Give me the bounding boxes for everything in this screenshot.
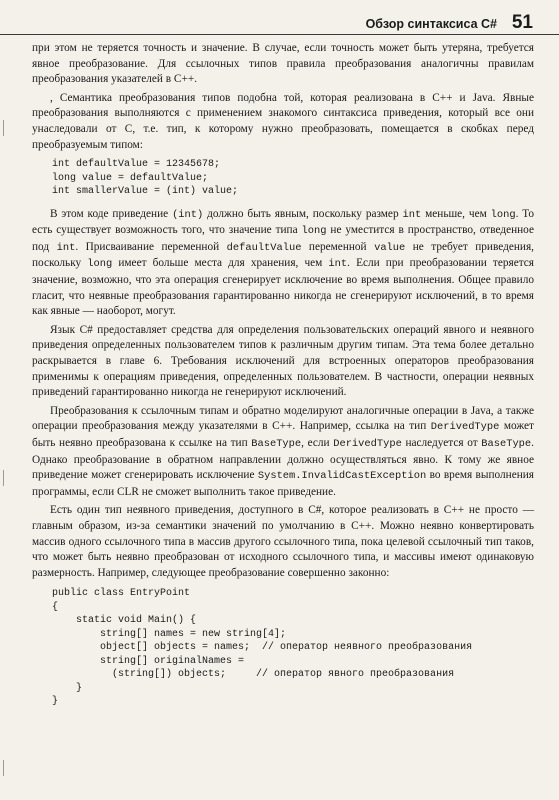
running-title: Обзор синтаксиса C# <box>365 17 497 31</box>
inline-code: (int) <box>172 208 204 221</box>
paragraph-reference-conversions: Преобразования к ссылочным типам и обратно моделируют аналогичные операции в Java, а также операции преобразования между указателями в C++. Например, ссылка на тип DerivedType может быть неявно преобразована к ссылке на тип BaseType, если DerivedType наследуется от BaseType. Однако преобразование в обратном направлении должно осуществляться явно. К тому же явное приведение может сгенерировать исключение System.InvalidCastException во время выполнения программы, если CLR не сможет выполнить такое приведение. <box>32 404 534 498</box>
inline-code: DerivedType <box>430 421 500 434</box>
inline-code: value <box>374 241 406 254</box>
scan-edge-mark <box>3 760 12 776</box>
inline-code: long <box>301 225 327 238</box>
paragraph-user-defined-casts: Язык C# предоставляет средства для определения пользовательских операций явного и неявного приведения определенных пользователем типов к различным другим типам. Эта тема более детально раскрывается в главе 6. Требования исключений для встроенных операторов преобразования применимы к операциям приведения, определенных пользователем. В частности, операции неявных приведений гарантированно никогда не генерируют исключений. <box>32 323 534 399</box>
code-snippet-casting: int defaultValue = 12345678; long value = defaultValue; int smallerValue = (int) value; <box>52 159 239 198</box>
inline-code: int <box>328 258 348 271</box>
scan-edge-mark <box>3 120 12 136</box>
inline-code: BaseType <box>481 437 532 450</box>
code-snippet-array-conversion: public class EntryPoint { static void Main() { string[] names = new string[4]; object[] objects = names; // оператор неявного преобразования string[] originalNames = (string[]) objects; // оператор явного преобразования } } <box>52 588 473 708</box>
scan-edge-mark <box>3 470 12 486</box>
page-body <box>32 41 534 717</box>
inline-code: int <box>402 208 422 221</box>
paragraph-int-cast: В этом коде приведение (int) должно быть явным, поскольку размер int меньше, чем long. То есть существует возможность того, что значение типа long не уместится в пространство, отведенное под int. Присваивание переменной defaultValue переменной value не требует приведения, поскольку long имеет больше места для хранения, чем int. Если при преобразовании теряется значение, возможно, что эта операция сгенерирует исключение во время выполнения. Общее правило гласит, что неявные преобразования гарантированно никогда не сгенерируют исключений, в то время как явные — наоборот, могут. <box>32 207 535 318</box>
page-header <box>0 8 559 35</box>
paragraph-precision-loss: при этом не теряется точность и значение. В случае, если точность может быть утеряна, требуется явное преобразование. Для ссылочных типов правила преобразования аналогичны правилам преобразования указателей в C++. <box>32 42 534 86</box>
page-number: 51 <box>511 12 533 33</box>
inline-code: defaultValue <box>226 241 302 254</box>
paragraph-cast-semantics: , Семантика преобразования типов подобна той, которая реализована в C++ и Java. Явные преобразования выполняются с применением знакомого синтаксиса приведения, который все они унаследовали от С, т.е. тип, к которому нужно преобразовать, помещается в скобках перед преобразуемым типом: <box>32 91 534 151</box>
paragraph-array-covariance: Есть один тип неявного приведения, доступного в C#, которое реализовать в C++ не просто — главным образом, из-за семантики значений по умолчанию в C++. Можно неявно конвертировать массив одного ссылочного типа в массив другого ссылочного типа, пока целевой ссылочный тип таков, что может быть неявно преобразован от исходного ссылочного типа, и массивы имеют одинаковую размерность. Например, следующее преобразование совершенно законно: <box>32 504 534 579</box>
inline-code: long <box>490 208 516 221</box>
inline-code: BaseType <box>251 437 302 450</box>
inline-code: long <box>87 258 113 271</box>
inline-code: System.InvalidCastException <box>257 470 427 483</box>
inline-code: int <box>56 241 76 254</box>
inline-code: DerivedType <box>333 437 402 450</box>
